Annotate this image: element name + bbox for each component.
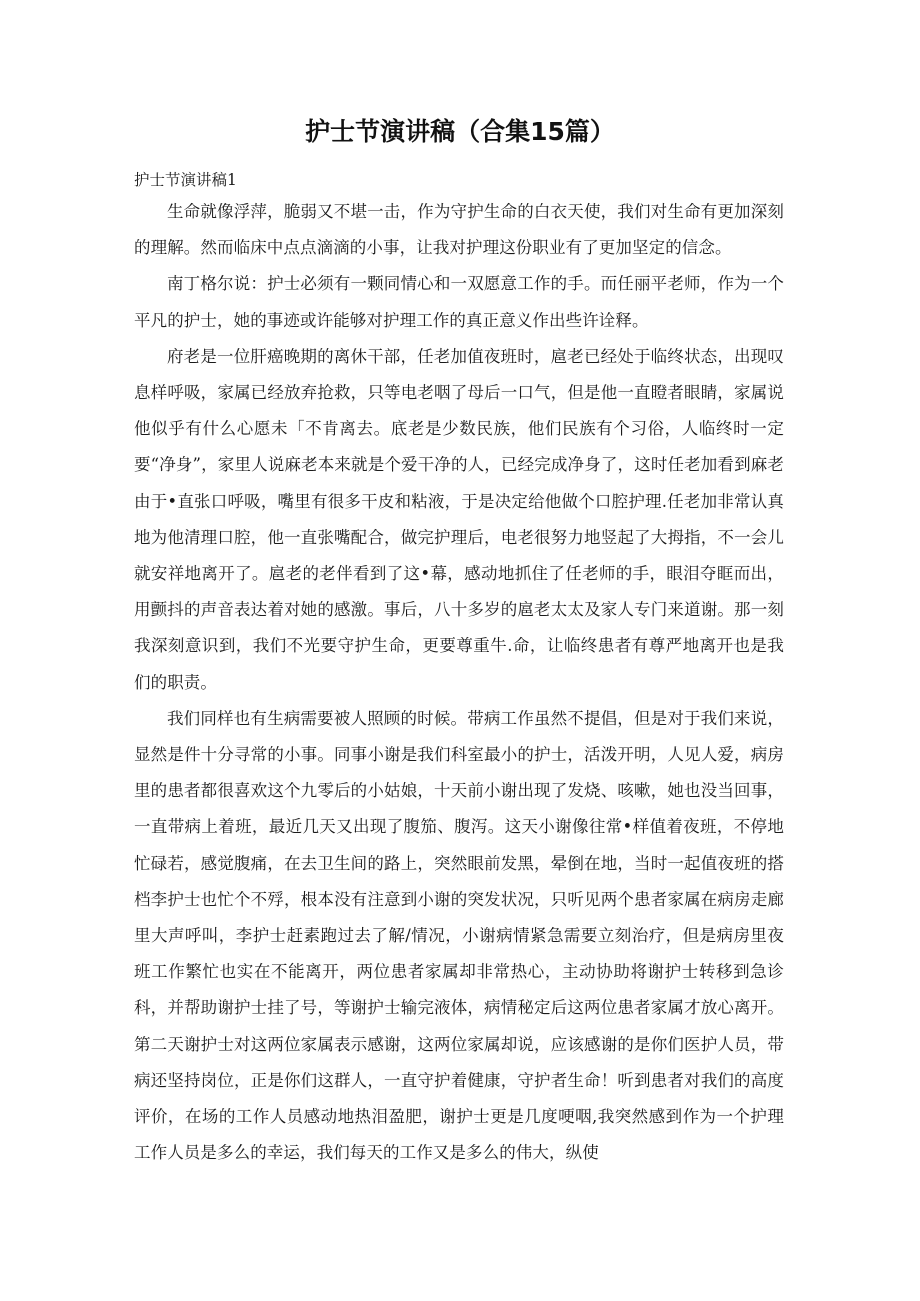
paragraph-1: 生命就像浮萍，脆弱又不堪一击，作为守护生命的白衣天使，我们对生命有更加深刻的理解。然而临床中点点滴滴的小事，让我对护理这份职业有了更加坚定的信念。 [134,202,784,258]
section-heading: 护士节演讲稿1 [134,171,237,189]
paragraph-3: 府老是一位肝癌晚期的离休干部，任老加值夜班时，扈老已经处于临终状态，出现叹息样呼吸，家属已经放弃抢救，只等电老咽了母后一口气，但是他一直瞪者眼睛，家属说他似乎有什么心愿未「不肯离去。底老是少数民族，他们民族有个习俗，人临终时一定要“净身”，家里人说麻老本来就是个爱干净的人，已经完成净身了，这时任老加看到麻老由于•直张口呼吸，嘴里有很多干皮和粘液，于是决定给他做个口腔护理.任老加非常认真地为他清理口腔，他一直张嘴配合，做完护理后，电老很努力地竖起了大拇指，不一会儿就安祥地离开了。扈老的老伴看到了这•幕，感动地抓住了任老师的手，眼泪夺眶而出，用颤抖的声音表达着对她的感激。事后，八十多岁的扈老太太及家人专门来道谢。那一刻我深刻意识到，我们不光要守护生命，更要尊重牛.命，让临终患者有尊严地离开也是我们的职责。 [134,346,784,692]
paragraph-2: 南丁格尔说：护士必须有一颗同情心和一双愿意工作的手。而任丽平老师，作为一个平凡的护士，她的事迹或许能够对护理工作的真正意义作出些许诠释。 [134,274,784,330]
document-title: 护士节演讲稿（合集15篇） [305,117,615,146]
paragraph-4: 我们同样也有生病需要被人照顾的时候。带病工作虽然不提倡，但是对于我们来说，显然是件十分寻常的小事。同事小谢是我们科室最小的护士，活泼开明，人见人爱，病房里的患者都很喜欢这个九零后的小姑娘，十天前小谢出现了发烧、咳嗽，她也没当回事，一直带病上着班，最近几天又出现了腹笳、腹泻。这天小谢像往常•样值着夜班，不停地忙碌若，感觉腹痛，在去卫生间的路上，突然眼前发黑，晕倒在地，当时一起值夜班的搭档李护士也忙个不殍，根本没有注意到小谢的突发状况，只听见两个患者家属在病房走廊里大声呼叫，李护士赶素跑过去了解/情况，小谢病情紧急需要立刻治疗，但是病房里夜班工作繁忙也实在不能离开，两位患者家属却非常热心，主动协助将谢护士转移到急诊科，并帮助谢护士挂了号，等谢护士输完液体，病情秘定后这两位患者家属才放心离开。第二天谢护士对这两位家属表示感谢，这两位家属却说，应该感谢的是你们医护人员，带病还坚持岗位，正是你们这群人，一直守护着健康，守护者生命！听到患者对我们的高度评价，在场的工作人员感动地热泪盈肥，谢护士更是几度哽咽,我突然感到作为一个护理工作人员是多么的幸运，我们每天的工作又是多么的伟大，纵使 [134,708,784,1163]
document-body [134,194,784,1171]
